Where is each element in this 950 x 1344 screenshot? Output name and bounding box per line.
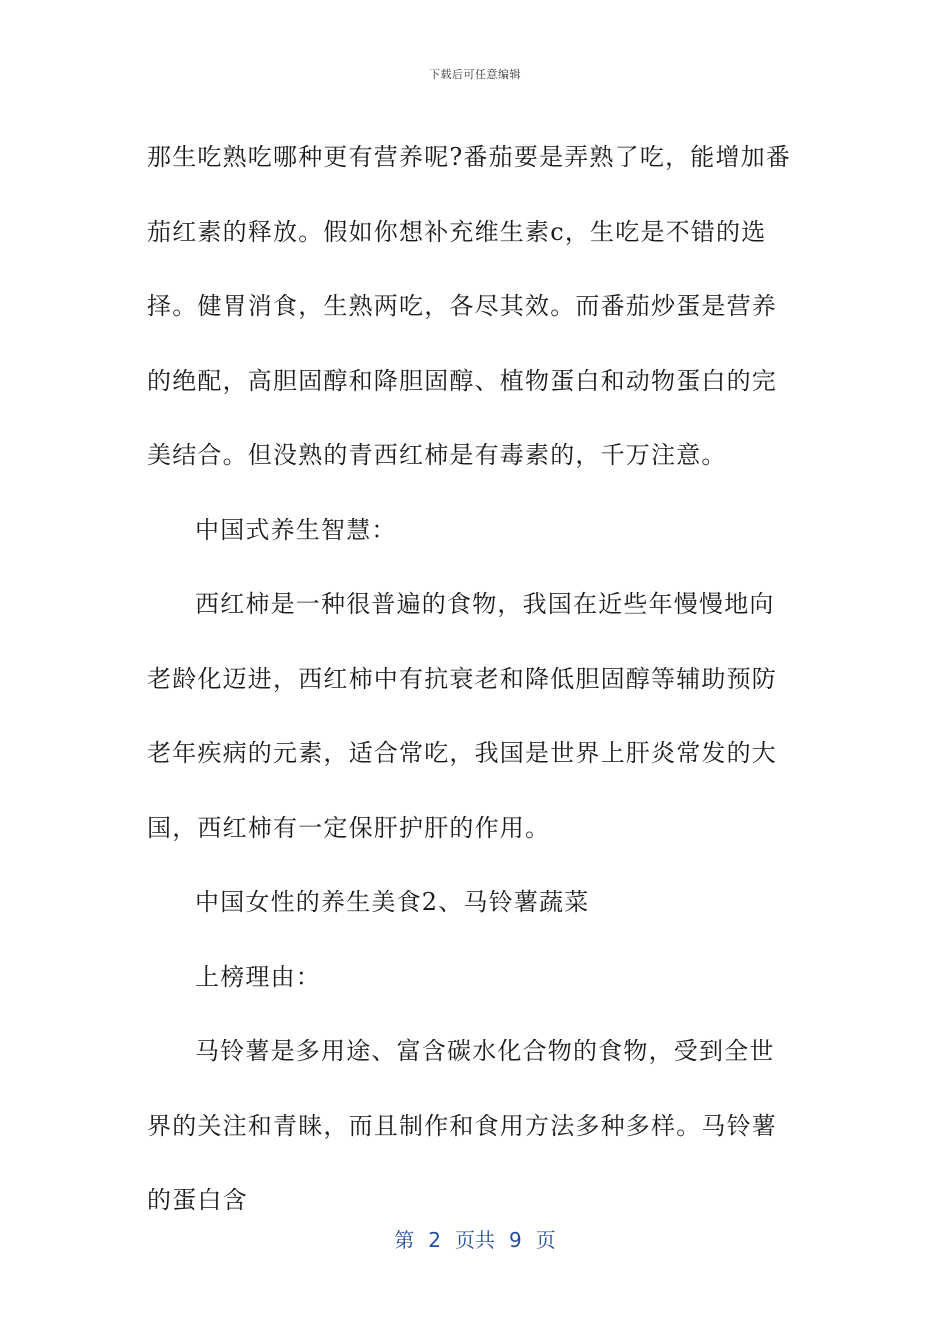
footer-total-pages: 9 [509, 1228, 522, 1252]
footer-label-ye: 页 [535, 1228, 556, 1252]
paragraph-2: 中国式养生智慧： [195, 515, 397, 544]
paragraph-1: 那生吃熟吃哪种更有营养呢?番茄要是弄熟了吃，能增加番茄红素的释放。假如你想补充维生素c，生吃是不错的选择。健胃消食，生熟两吃，各尽其效。而番茄炒蛋是营养的绝配，高胆固醇和降胆固醇、植物蛋白和动物蛋白的完美结合。但没熟的青西红柿是有毒素的，千万注意。 [147, 143, 792, 469]
paragraph-4: 中国女性的养生美食2、马铃薯蔬菜 [195, 888, 590, 916]
footer-label-di: 第 [394, 1228, 415, 1252]
paragraph-5: 上榜理由： [195, 962, 321, 991]
page-footer [0, 1224, 950, 1253]
page-header: 下载后可任意编辑 [429, 68, 521, 81]
footer-label-ye-gong: 页共 [455, 1228, 495, 1252]
document-body [147, 120, 797, 1238]
paragraph-3: 西红柿是一种很普遍的食物，我国在近些年慢慢地向老龄化迈进，西红柿中有抗衰老和降低胆固醇等辅助预防老年疾病的元素，适合常吃，我国是世界上肝炎常发的大国，西红柿有一定保肝护肝的作用。 [147, 590, 777, 842]
footer-current-page: 2 [428, 1228, 441, 1252]
paragraph-6: 马铃薯是多用途、富含碳水化合物的食物，受到全世界的关注和青睐，而且制作和食用方法多种多样。马铃薯的蛋白含 [147, 1037, 777, 1214]
